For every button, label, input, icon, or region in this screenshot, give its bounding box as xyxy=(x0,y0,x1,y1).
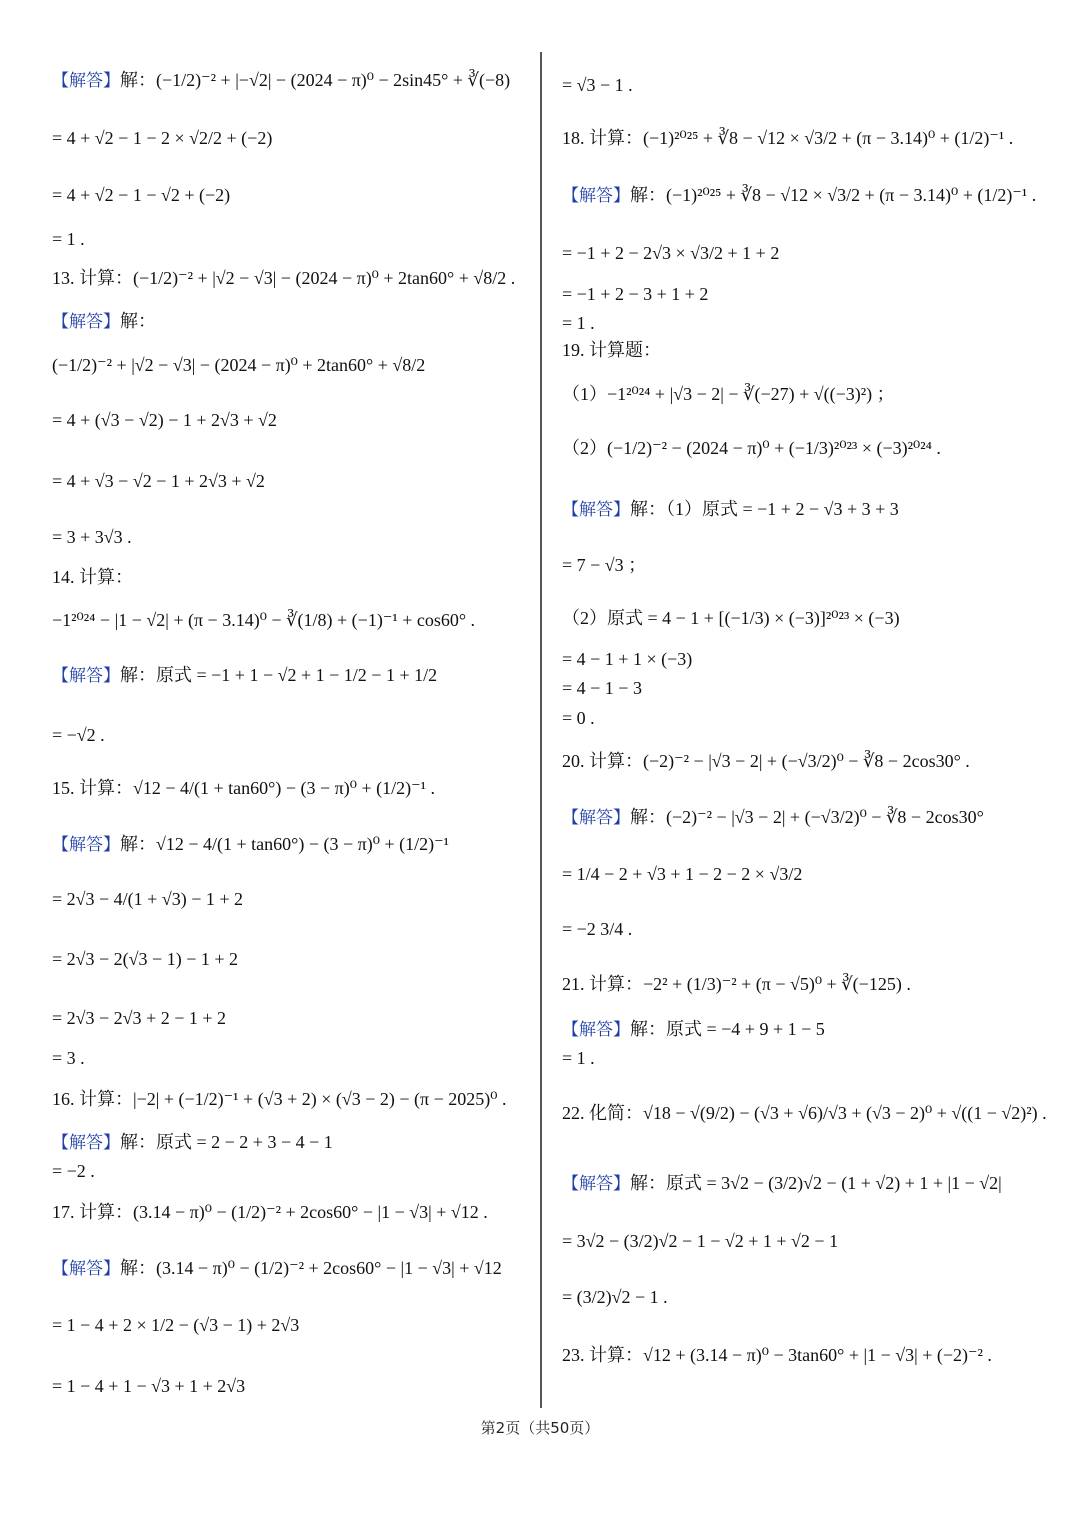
math-text: 解：(−1/2)⁻² + |−√2| − (2024 − π)⁰ − 2sin45° + ∛(−8) xyxy=(120,70,511,90)
math-line: （1）−1²⁰²⁴ + |√3 − 2| − ∛(−27) + √((−3)²) ； xyxy=(562,384,895,404)
math-line: = 4 + √2 − 1 − 2 × √2/2 + (−2) xyxy=(52,128,273,148)
math-line: = −2 3/4 . xyxy=(562,919,633,939)
problem-17: 17. 计算：(3.14 − π)⁰ − (1/2)⁻² + 2cos60° − |1 − √3| + √12 . xyxy=(52,1202,488,1222)
math-line: = 4 + √3 − √2 − 1 + 2√3 + √2 xyxy=(52,471,265,491)
answer-line xyxy=(52,310,156,333)
answer-tag: 【解答】 xyxy=(562,808,630,828)
math-line: = 3√2 − (3/2)√2 − 1 − √2 + 1 + √2 − 1 xyxy=(562,1231,839,1251)
math-line: = 1 . xyxy=(52,229,85,249)
problem-14: 14. 计算： xyxy=(52,567,133,587)
answer-tag: 【解答】 xyxy=(562,500,630,520)
problem-21: 21. 计算：−2² + (1/3)⁻² + (π − √5)⁰ + ∛(−125) . xyxy=(562,974,911,994)
answer-tag: 【解答】 xyxy=(562,186,630,206)
answer-line xyxy=(52,1257,502,1280)
answer-line xyxy=(52,69,510,92)
math-text: 解：(3.14 − π)⁰ − (1/2)⁻² + 2cos60° − |1 − √3| + √12 xyxy=(120,1258,502,1278)
problem-23: 23. 计算：√12 + (3.14 − π)⁰ − 3tan60° + |1 − √3| + (−2)⁻² . xyxy=(562,1345,992,1365)
answer-line xyxy=(562,498,899,521)
math-line: （2）(−1/2)⁻² − (2024 − π)⁰ + (−1/3)²⁰²³ × (−3)²⁰²⁴ . xyxy=(562,438,941,458)
answer-line xyxy=(52,664,437,687)
problem-13: 13. 计算：(−1/2)⁻² + |√2 − √3| − (2024 − π)⁰ + 2tan60° + √8/2 . xyxy=(52,268,516,288)
math-line: = 2√3 − 2(√3 − 1) − 1 + 2 xyxy=(52,949,239,969)
math-text: 解：（1）原式 = −1 + 2 − √3 + 3 + 3 xyxy=(630,499,899,519)
math-text: 解：√12 − 4/(1 + tan60°) − (3 − π)⁰ + (1/2)⁻¹ xyxy=(120,834,449,854)
math-line: = 2√3 − 4/(1 + √3) − 1 + 2 xyxy=(52,889,244,909)
answer-tag: 【解答】 xyxy=(52,1133,120,1153)
math-line: = −2 . xyxy=(52,1161,95,1181)
answer-tag: 【解答】 xyxy=(52,666,120,686)
answer-tag: 【解答】 xyxy=(52,312,120,332)
math-line: = 0 . xyxy=(562,708,595,728)
answer-tag: 【解答】 xyxy=(562,1174,630,1194)
math-line: = √3 − 1 . xyxy=(562,75,633,95)
column-divider xyxy=(540,52,542,1408)
answer-line xyxy=(52,1131,333,1154)
math-line: = 1 − 4 + 2 × 1/2 − (√3 − 1) + 2√3 xyxy=(52,1315,300,1335)
math-line: = −1 + 2 − 3 + 1 + 2 xyxy=(562,284,709,304)
answer-line xyxy=(562,184,1036,207)
problem-18: 18. 计算：(−1)²⁰²⁵ + ∛8 − √12 × √3/2 + (π − 3.14)⁰ + (1/2)⁻¹ . xyxy=(562,128,1014,148)
answer-tag: 【解答】 xyxy=(52,1259,120,1279)
math-line: = 4 + √2 − 1 − √2 + (−2) xyxy=(52,185,231,205)
math-line: = 4 − 1 + 1 × (−3) xyxy=(562,649,693,669)
problem-16: 16. 计算：|−2| + (−1/2)⁻¹ + (√3 + 2) × (√3 − 2) − (π − 2025)⁰ . xyxy=(52,1089,507,1109)
math-line: = 2√3 − 2√3 + 2 − 1 + 2 xyxy=(52,1008,227,1028)
answer-line xyxy=(562,1018,825,1041)
math-line: = −1 + 2 − 2√3 × √3/2 + 1 + 2 xyxy=(562,243,780,263)
math-line: （2）原式 = 4 − 1 + [(−1/3) × (−3)]²⁰²³ × (−3) xyxy=(562,608,900,628)
math-text: 解：原式 = 2 − 2 + 3 − 4 − 1 xyxy=(120,1132,333,1152)
answer-line xyxy=(52,833,449,856)
math-line: (−1/2)⁻² + |√2 − √3| − (2024 − π)⁰ + 2tan60° + √8/2 xyxy=(52,355,426,375)
math-line: = 3 + 3√3 . xyxy=(52,527,132,547)
problem-22: 22. 化简：√18 − √(9/2) − (√3 + √6)/√3 + (√3 − 2)⁰ + √((1 − √2)²) . xyxy=(562,1103,1047,1123)
math-line: = 4 + (√3 − √2) − 1 + 2√3 + √2 xyxy=(52,410,277,430)
answer-line xyxy=(562,1172,1002,1195)
problem-19: 19. 计算题： xyxy=(562,340,661,360)
answer-tag: 【解答】 xyxy=(52,835,120,855)
math-line: = 1 . xyxy=(562,313,595,333)
math-line: −1²⁰²⁴ − |1 − √2| + (π − 3.14)⁰ − ∛(1/8) + (−1)⁻¹ + cos60° . xyxy=(52,610,476,630)
math-text: 解：(−2)⁻² − |√3 − 2| + (−√3/2)⁰ − ∛8 − 2cos30° xyxy=(630,807,984,827)
math-line: = −√2 . xyxy=(52,725,105,745)
answer-tag: 【解答】 xyxy=(52,71,120,91)
math-text: 解：(−1)²⁰²⁵ + ∛8 − √12 × √3/2 + (π − 3.14)⁰ + (1/2)⁻¹ . xyxy=(630,185,1037,205)
page-footer: 第2页（共50页） xyxy=(480,1419,600,1437)
math-line: = 4 − 1 − 3 xyxy=(562,678,642,698)
answer-line xyxy=(562,806,984,829)
problem-15: 15. 计算：√12 − 4/(1 + tan60°) − (3 − π)⁰ + (1/2)⁻¹ . xyxy=(52,778,435,798)
math-text: 解：原式 = −1 + 1 − √2 + 1 − 1/2 − 1 + 1/2 xyxy=(120,665,438,685)
math-line: = 1/4 − 2 + √3 + 1 − 2 − 2 × √3/2 xyxy=(562,864,803,884)
math-text: 解：原式 = −4 + 9 + 1 − 5 xyxy=(630,1019,825,1039)
math-line: = 1 − 4 + 1 − √3 + 1 + 2√3 xyxy=(52,1376,246,1396)
answer-tag: 【解答】 xyxy=(562,1020,630,1040)
math-line: = 1 . xyxy=(562,1048,595,1068)
math-text: 解：原式 = 3√2 − (3/2)√2 − (1 + √2) + 1 + |1 − √2| xyxy=(630,1173,1002,1193)
math-text: 解： xyxy=(120,311,156,331)
problem-20: 20. 计算：(−2)⁻² − |√3 − 2| + (−√3/2)⁰ − ∛8 − 2cos30° . xyxy=(562,751,970,771)
math-line: = (3/2)√2 − 1 . xyxy=(562,1287,668,1307)
math-line: = 7 − √3 ； xyxy=(562,555,647,575)
math-line: = 3 . xyxy=(52,1048,85,1068)
